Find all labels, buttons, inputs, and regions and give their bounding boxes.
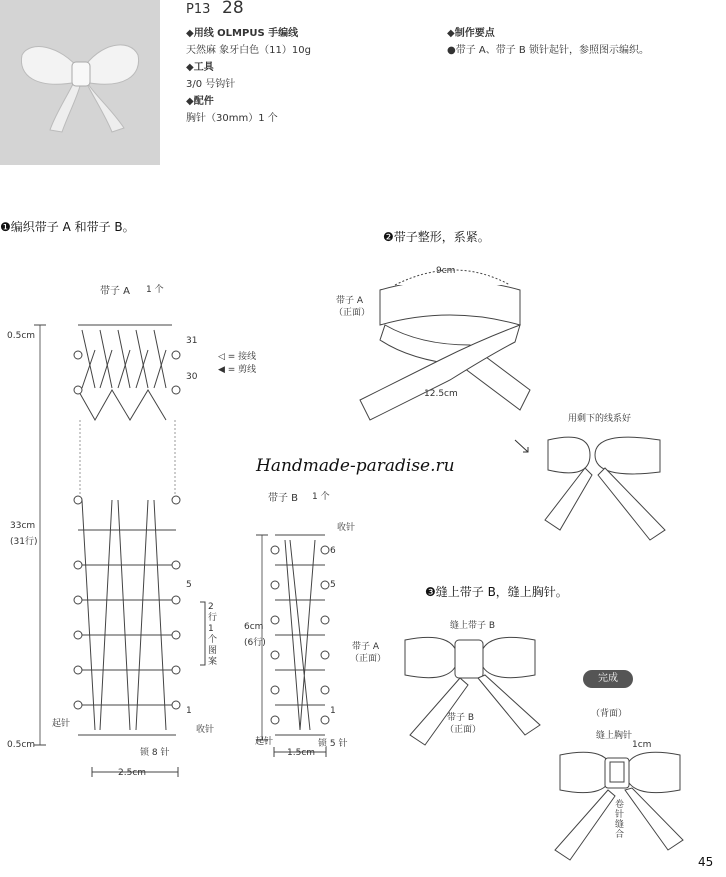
a-bottom-margin: 0.5cm xyxy=(7,740,36,750)
b-finish: 收针 xyxy=(337,523,356,533)
finished-sew-pin: 缝上胸针 xyxy=(596,731,633,741)
a-start: 起针 xyxy=(52,719,71,729)
legend-cut: ◀ = 剪线 xyxy=(218,365,257,375)
yarn-detail: 天然麻 象牙白色（11）10g xyxy=(186,45,311,56)
step3-sew-b: 缝上带子 B xyxy=(450,621,496,631)
finished-whip: 卷针缝合 xyxy=(615,800,625,840)
b-width: 1.5cm xyxy=(287,748,316,758)
step2-9cm: 9cm xyxy=(436,266,456,276)
tool-detail: 3/0 号钩针 xyxy=(186,79,236,90)
a-length: 33cm xyxy=(10,521,36,531)
finished-badge: 完成 xyxy=(583,670,633,688)
a-rows: (31行) xyxy=(10,537,38,547)
pattern-number: 28 xyxy=(222,0,244,18)
strap-b-name: 带子 B xyxy=(268,493,299,504)
a-finish: 收针 xyxy=(196,725,215,735)
strap-a-name: 带子 A xyxy=(100,286,131,297)
strap-b-count: 1 个 xyxy=(312,492,330,502)
method-detail: ●带子 A、带子 B 锁针起针，参照图示编织。 xyxy=(447,45,649,56)
a-row30: 30 xyxy=(186,372,198,382)
b-rows: (6行) xyxy=(244,638,266,648)
strap-b-chart xyxy=(256,535,329,757)
page-code: P13 xyxy=(186,2,211,17)
a-row1: 1 xyxy=(186,706,192,716)
method-title: ◆制作要点 xyxy=(447,28,495,39)
step2-strap-a-side: （正面） xyxy=(334,308,371,318)
strap-a-chart xyxy=(34,325,205,777)
parts-detail: 胸针（30mm）1 个 xyxy=(186,113,278,124)
step3-strap-b-side: （正面） xyxy=(445,725,482,735)
yarn-title: ◆用线 OLMPUS 手编线 xyxy=(186,28,299,39)
step2-12-5cm: 12.5cm xyxy=(424,389,458,399)
tool-title: ◆工具 xyxy=(186,62,214,73)
a-top-margin: 0.5cm xyxy=(7,331,36,341)
a-row31: 31 xyxy=(186,336,198,346)
b-length: 6cm xyxy=(244,622,264,632)
finished-dim: 1cm xyxy=(632,740,652,750)
step2-title: ❷带子整形，系紧。 xyxy=(383,230,490,244)
b-chain: 锁 5 针 xyxy=(318,739,348,749)
step3-strap-a-side: （正面） xyxy=(350,654,387,664)
step2-tie-note: 用剩下的线系好 xyxy=(568,414,632,424)
b-row1: 1 xyxy=(330,706,336,716)
a-repeat: 2行1个图案 xyxy=(208,602,218,667)
step2-strap-a: 带子 A xyxy=(336,296,364,306)
page-number: 45 xyxy=(698,855,714,869)
watermark: Handmade-paradise.ru xyxy=(256,456,455,476)
step3-strap-a: 带子 A xyxy=(352,642,380,652)
b-start: 起针 xyxy=(255,737,274,747)
legend-join: ◁ = 接线 xyxy=(218,352,257,362)
a-chain: 锁 8 针 xyxy=(140,748,170,758)
step3-title: ❸缝上带子 B，缝上胸针。 xyxy=(425,585,568,599)
a-row5: 5 xyxy=(186,580,192,590)
parts-title: ◆配件 xyxy=(186,96,214,107)
b-row5: 5 xyxy=(330,580,336,590)
step3-strap-b: 带子 B xyxy=(447,713,475,723)
strap-a-count: 1 个 xyxy=(146,285,164,295)
step1-title: ❶编织带子 A 和带子 B。 xyxy=(0,220,135,234)
step2-tied-bow xyxy=(545,437,665,540)
finished-back: （背面） xyxy=(591,709,628,719)
a-width: 2.5cm xyxy=(118,768,147,778)
b-row6: 6 xyxy=(330,546,336,556)
